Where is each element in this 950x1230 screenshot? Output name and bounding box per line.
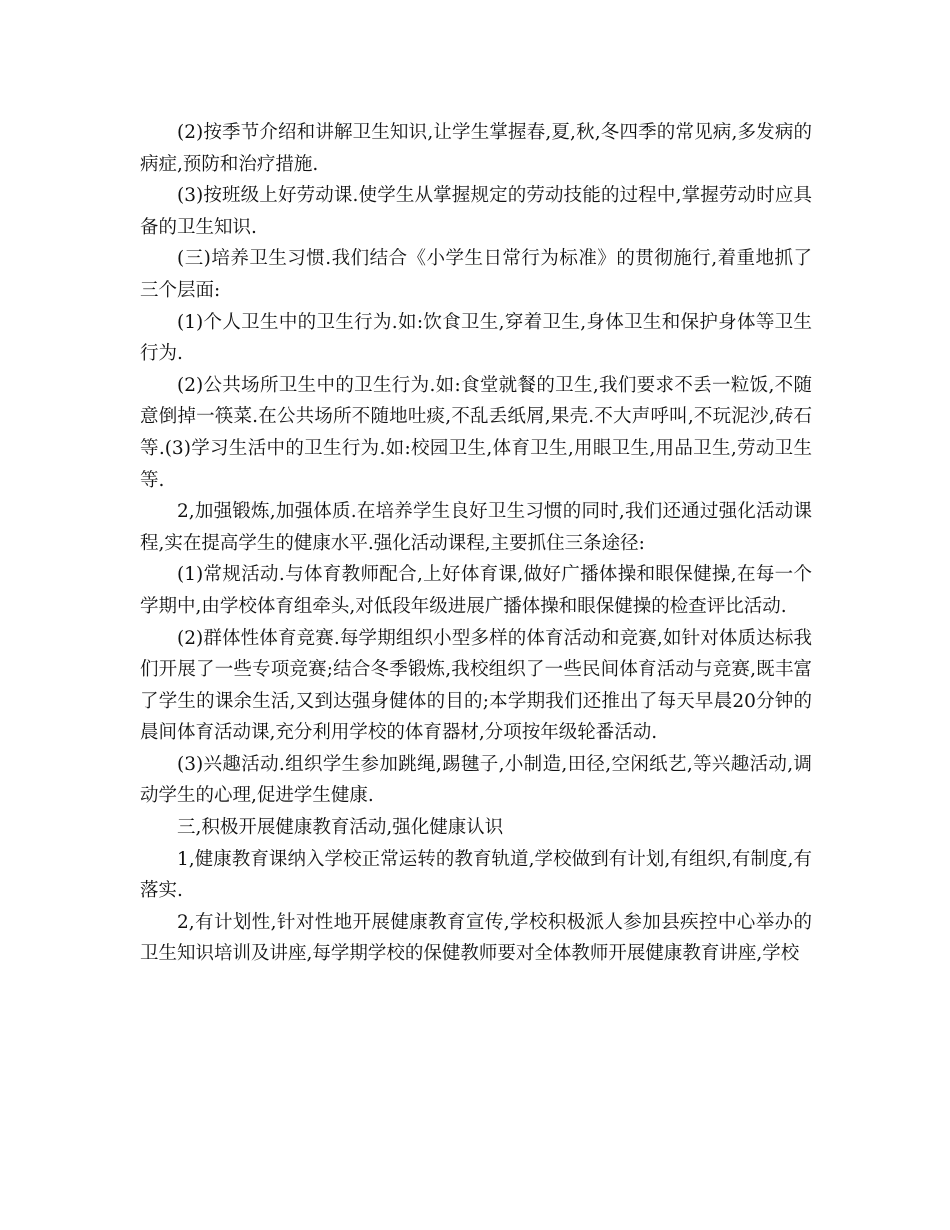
- paragraph: (2)群体性体育竞赛.每学期组织小型多样的体育活动和竞赛,如针对体质达标我们开展了一些专项竞赛;结合冬季锻炼,我校组织了一些民间体育活动与竞赛,既丰富了学生的课余生活,又到达强身健体的目的;本学期我们还推出了每天早晨20分钟的晨间体育活动课,充分利用学校的体育器材,分项按年级轮番活动.: [140, 627, 812, 744]
- paragraph: 1,健康教育课纳入学校正常运转的教育轨道,学校做到有计划,有组织,有制度,有落实.: [140, 848, 812, 902]
- paragraph: 2,加强锻炼,加强体质.在培养学生良好卫生习惯的同时,我们还通过强化活动课程,实在提高学生的健康水平.强化活动课程,主要抓住三条途径:: [140, 501, 812, 554]
- paragraph: (1)常规活动.与体育教师配合,上好体育课,做好广播体操和眼保健操,在每一个学期中,由学校体育组牵头,对低段年级进展广播体操和眼保健操的检查评比活动.: [140, 564, 812, 617]
- paragraph: (3)兴趣活动.组织学生参加跳绳,踢毽子,小制造,田径,空闲纸艺,等兴趣活动,调动学生的心理,促进学生健康.: [140, 753, 812, 807]
- paragraph: (三)培养卫生习惯.我们结合《小学生日常行为标准》的贯彻施行,着重地抓了三个层面:: [140, 248, 812, 301]
- paragraph: (2)公共场所卫生中的卫生行为.如:食堂就餐的卫生,我们要求不丢一粒饭,不随意倒掉一筷菜.在公共场所不随地吐痰,不乱丢纸屑,果壳.不大声呼叫,不玩泥沙,砖石等.(3)学习生活中的卫生行为.如:校园卫生,体育卫生,用眼卫生,用品卫生,劳动卫生等.: [140, 374, 812, 491]
- paragraph: (2)按季节介绍和讲解卫生知识,让学生掌握春,夏,秋,冬四季的常见病,多发病的病症,预防和治疗措施.: [140, 122, 812, 175]
- section-heading: 三,积极开展健康教育活动,强化健康认识: [177, 817, 504, 839]
- paragraph: (3)按班级上好劳动课.使学生从掌握规定的劳动技能的过程中,掌握劳动时应具备的卫生知识.: [140, 185, 812, 238]
- paragraph: (1)个人卫生中的卫生行为.如:饮食卫生,穿着卫生,身体卫生和保护身体等卫生行为.: [140, 311, 812, 365]
- document-body: [140, 117, 812, 970]
- paragraph: 2,有计划性,针对性地开展健康教育宣传,学校积极派人参加县疾控中心举办的卫生知识培训及讲座,每学期学校的保健教师要对全体教师开展健康教育讲座,学校: [140, 911, 812, 965]
